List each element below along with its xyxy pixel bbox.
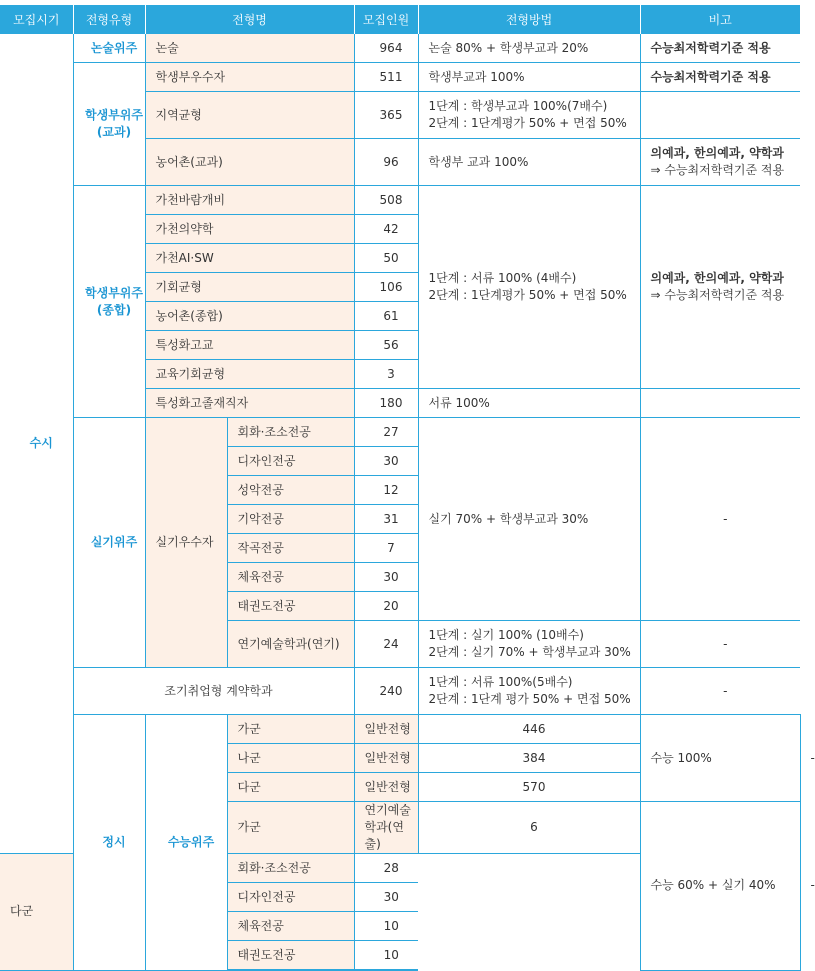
method-line: 2단계 : 1단계평가 50% + 면접 50% — [428, 288, 627, 302]
name-cell: 일반전형 — [354, 773, 418, 802]
count-cell: 240 — [354, 668, 418, 715]
count-cell: 12 — [354, 476, 418, 505]
note-cell — [640, 139, 800, 186]
group-cell: 가군 — [227, 715, 354, 744]
method-line: 2단계 : 실기 70% + 학생부교과 30% — [428, 645, 631, 659]
note-line: ⇒ 수능최저학력기준 적용 — [650, 288, 785, 302]
count-cell: 24 — [354, 621, 418, 668]
name-cell: 특성화고교 — [145, 331, 354, 360]
header-period: 모집시기 — [0, 5, 73, 34]
count-cell: 180 — [354, 389, 418, 418]
major-cell: 기악전공 — [227, 505, 354, 534]
count-cell: 56 — [354, 331, 418, 360]
group-cell: 나군 — [227, 744, 354, 773]
count-cell: 28 — [354, 854, 418, 883]
period-susi: 수시 — [0, 34, 73, 854]
major-cell: 연기예술학과(연기) — [227, 621, 354, 668]
type-suneung: 수능위주 — [145, 715, 227, 971]
table-row — [0, 668, 800, 715]
type-silgi: 실기위주 — [73, 418, 145, 668]
admission-table — [0, 5, 815, 971]
method-cell — [418, 186, 640, 389]
count-cell: 10 — [354, 912, 418, 941]
name-cell: 교육기회균형 — [145, 360, 354, 389]
header-method: 전형방법 — [418, 5, 640, 34]
count-cell: 446 — [418, 715, 640, 744]
count-cell: 3 — [354, 360, 418, 389]
name-cell: 디자인전공 — [227, 883, 354, 912]
note-cell: - — [640, 418, 800, 621]
type-nonsul: 논술위주 — [73, 34, 145, 63]
header-type: 전형유형 — [73, 5, 145, 34]
count-cell: 30 — [354, 447, 418, 476]
note-cell — [640, 186, 800, 389]
name-cell: 기회균형 — [145, 273, 354, 302]
count-cell: 96 — [354, 139, 418, 186]
note-cell: - — [640, 668, 800, 715]
name-cell: 실기우수자 — [145, 418, 227, 668]
name-cell: 농어촌(교과) — [145, 139, 354, 186]
name-cell: 가천AI·SW — [145, 244, 354, 273]
type-jonghap — [73, 186, 145, 418]
note-line: 의예과, 한의예과, 약학과 — [650, 271, 784, 285]
type-label: (종합) — [96, 302, 132, 317]
count-cell: 30 — [354, 883, 418, 912]
type-label: 학생부위주 — [85, 108, 143, 122]
major-cell: 회화·조소전공 — [227, 418, 354, 447]
method-cell: 서류 100% — [418, 389, 640, 418]
count-cell: 106 — [354, 273, 418, 302]
note-line: ⇒ 수능최저학력기준 적용 — [650, 163, 785, 177]
name-cell: 학생부우수자 — [145, 63, 354, 92]
count-cell: 61 — [354, 302, 418, 331]
method-line: 1단계 : 서류 100%(5배수) — [428, 675, 573, 689]
major-cell: 성악전공 — [227, 476, 354, 505]
method-cell: 수능 100% — [640, 715, 800, 802]
count-cell: 511 — [354, 63, 418, 92]
method-cell: 실기 70% + 학생부교과 30% — [418, 418, 640, 621]
header-row — [0, 5, 800, 34]
note-cell — [640, 389, 800, 418]
table-row — [0, 63, 800, 92]
count-cell: 30 — [354, 563, 418, 592]
table-row — [0, 418, 800, 447]
name-cell: 농어촌(종합) — [145, 302, 354, 331]
name-cell: 조기취업형 계약학과 — [73, 668, 354, 715]
group-cell: 다군 — [0, 854, 73, 971]
header-note: 비고 — [640, 5, 800, 34]
name-cell: 회화·조소전공 — [227, 854, 354, 883]
name-cell: 일반전형 — [354, 744, 418, 773]
method-cell: 논술 80% + 학생부교과 20% — [418, 34, 640, 63]
name-cell: 가천의약학 — [145, 215, 354, 244]
count-cell: 7 — [354, 534, 418, 563]
count-cell: 10 — [354, 941, 418, 971]
name-cell: 논술 — [145, 34, 354, 63]
table-row: 가군 연기예술학과(연출) 6 수능 60% + 실기 40% - — [0, 802, 800, 854]
note-cell — [640, 92, 800, 139]
major-cell: 체육전공 — [227, 563, 354, 592]
method-line: 2단계 : 1단계 평가 50% + 면접 50% — [428, 692, 631, 706]
method-line: 1단계 : 실기 100% (10배수) — [428, 628, 584, 642]
note-cell: 수능최저학력기준 적용 — [640, 34, 800, 63]
method-line: 1단계 : 서류 100% (4배수) — [428, 271, 577, 285]
name-cell: 지역균형 — [145, 92, 354, 139]
major-cell: 작곡전공 — [227, 534, 354, 563]
count-cell: 964 — [354, 34, 418, 63]
count-cell: 365 — [354, 92, 418, 139]
count-cell: 31 — [354, 505, 418, 534]
count-cell: 42 — [354, 215, 418, 244]
table-row: 정시 수능위주 가군 일반전형 446 수능 100% - — [0, 715, 800, 744]
group-cell: 가군 — [227, 802, 354, 854]
note-line: 의예과, 한의예과, 약학과 — [650, 146, 784, 160]
count-cell: 6 — [418, 802, 640, 854]
count-cell: 570 — [418, 773, 640, 802]
group-cell: 다군 — [227, 773, 354, 802]
name-cell: 일반전형 — [354, 715, 418, 744]
count-cell: 384 — [418, 744, 640, 773]
method-cell — [418, 621, 640, 668]
table-row — [0, 186, 800, 215]
method-cell — [418, 668, 640, 715]
period-jeongsi: 정시 — [73, 715, 145, 971]
note-cell: - — [640, 621, 800, 668]
method-cell: 학생부교과 100% — [418, 63, 640, 92]
major-cell: 디자인전공 — [227, 447, 354, 476]
method-line: 2단계 : 1단계평가 50% + 면접 50% — [428, 116, 627, 130]
name-cell: 특성화고졸재직자 — [145, 389, 354, 418]
count-cell: 50 — [354, 244, 418, 273]
count-cell: 20 — [354, 592, 418, 621]
method-cell — [418, 92, 640, 139]
type-label: (교과) — [96, 125, 132, 139]
name-cell: 태권도전공 — [227, 941, 354, 971]
name-cell: 연기예술학과(연출) — [354, 802, 418, 854]
type-gyogwa — [73, 63, 145, 186]
count-cell: 508 — [354, 186, 418, 215]
method-cell: 수능 60% + 실기 40% — [640, 802, 800, 971]
major-cell: 태권도전공 — [227, 592, 354, 621]
type-label: 학생부위주 — [85, 285, 143, 300]
note-cell: 수능최저학력기준 적용 — [640, 63, 800, 92]
header-name: 전형명 — [145, 5, 354, 34]
header-count: 모집인원 — [354, 5, 418, 34]
method-cell: 학생부 교과 100% — [418, 139, 640, 186]
name-cell: 가천바람개비 — [145, 186, 354, 215]
name-cell: 체육전공 — [227, 912, 354, 941]
count-cell: 27 — [354, 418, 418, 447]
method-line: 1단계 : 학생부교과 100%(7배수) — [428, 99, 608, 113]
table-row — [0, 34, 800, 63]
